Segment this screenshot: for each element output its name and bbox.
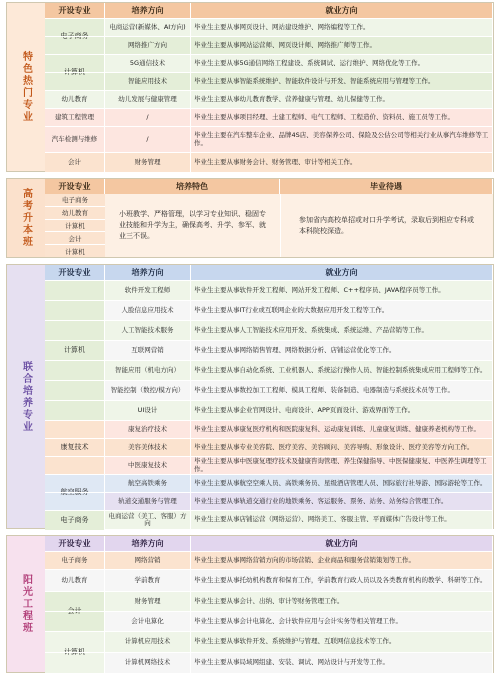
section-side-label: 阳光工程班 — [7, 536, 45, 672]
col-header-major: 开设专业 — [45, 536, 105, 551]
list-item: 计算机 — [45, 220, 105, 233]
direction-cell: 幼儿发展与健康管理 — [105, 91, 191, 108]
table-row — [45, 631, 493, 652]
job-cell: 毕业生主要从事航空空乘人员、高铁乘务员、星级酒店管理人员、国际旅行社导游、国际游轮等工作。 — [191, 475, 493, 492]
major-cell: 电子商务 — [45, 552, 105, 569]
direction-cell: 美容美体技术 — [105, 439, 191, 456]
section-sunshine-project — [6, 535, 494, 673]
job-cell: 毕业生主要从事财务会计、财务管理、审计等相关工作。 — [191, 153, 493, 172]
job-cell: 毕业生主要从事康复医疗机构和医院康复科、运动康复训练、儿童康复训练、健康养老机构等工作。 — [191, 421, 493, 438]
table-row — [45, 152, 493, 172]
job-cell: 毕业生主要从事会计电算化、会计软件应用与会计实务等相关管理工作。 — [191, 612, 493, 631]
job-cell: 毕业生主要从事网络销售管理、网络数据分析、店铺运营优化等工作。 — [191, 341, 493, 360]
direction-cell: / — [105, 127, 191, 152]
job-cell: 毕业生主要从事人工智能技术应用开发、系统集成、系统运维、产品营销等工作。 — [191, 321, 493, 340]
major-cell: 电子商务 — [45, 18, 105, 54]
major-cell: 幼儿教育 — [45, 91, 105, 108]
job-cell: 毕业生主要从事软件开发、系统维护与管理、互联网信息技术等工作。 — [191, 632, 493, 652]
table-row — [45, 652, 493, 673]
section-side-label: 高考升本班 — [7, 179, 45, 257]
direction-cell: 康复治疗技术 — [105, 421, 191, 438]
table-row — [45, 492, 493, 510]
col-header-direction: 培养方向 — [105, 265, 191, 280]
job-cell: 毕业生主要从事智能系统维护、智能软件设计与开发、智能系统应用与管理等工作。 — [191, 73, 493, 90]
section-side-label: 特色热门专业 — [7, 3, 45, 171]
col-header-major: 开设专业 — [45, 3, 105, 18]
major-cell: 康复技术 — [45, 420, 105, 474]
direction-cell: 人脸信息应用技术 — [105, 301, 191, 320]
direction-cell: 网络推广方向 — [105, 37, 191, 54]
direction-cell: 人工智能技术服务 — [105, 321, 191, 340]
table-row — [45, 474, 493, 492]
col-header-major: 开设专业 — [45, 179, 105, 194]
table-row — [45, 90, 493, 108]
direction-cell: 计算机网络技术 — [105, 653, 191, 673]
major-cell: 建筑工程管理 — [45, 109, 105, 126]
major-cell: 电子商务 — [45, 510, 105, 530]
job-cell: 毕业生主要在汽车整车企业、品牌4S店、美容保养公司、保险及公估公司等相关行业从事汽车维修等工作。 — [191, 127, 493, 152]
major-cell: 会计 — [45, 153, 105, 172]
job-cell: 毕业生主要从事IT行业或互联网企业的大数据应用开发工程等工作。 — [191, 301, 493, 320]
direction-cell: UI设计 — [105, 401, 191, 420]
feature-text: 小班教学、严格管理，以学习专业知识、稳固专业技能和升学为主，确保高考、升学、参军、就业三不误。 — [105, 194, 280, 257]
job-cell: 毕业生主要从事5G通信网络工程建设、系统调试、运行维护、网络优化等工作。 — [191, 55, 493, 72]
table-row — [45, 569, 493, 591]
direction-cell: 电商运营(新媒体、AI方向) — [105, 19, 191, 36]
col-header-jobs: 就业方向 — [191, 3, 493, 18]
major-cell: 会计 — [45, 591, 105, 631]
table-row — [45, 72, 493, 90]
table-row — [45, 300, 493, 320]
table-row — [45, 611, 493, 631]
col-header-treatment: 毕业待遇 — [280, 179, 493, 194]
table-row — [45, 438, 493, 456]
direction-cell: / — [105, 109, 191, 126]
job-cell: 毕业生主要从事托幼机构教育和保育工作，学前教育行政人员以及各类教育机构的教学、科研等工作。 — [191, 570, 493, 591]
job-cell: 毕业生主要从事会计、出纳、审计等财务管理工作。 — [191, 592, 493, 611]
job-cell: 毕业生主要从事中医康复理疗技术及健康咨询管理、养生保健指导、中医保健康复、中医养生调理等工作。 — [191, 457, 493, 474]
direction-cell: 轨道交通服务与管理 — [105, 493, 191, 510]
table-row — [45, 340, 493, 360]
direction-cell: 智能控制（数控/模方向） — [105, 381, 191, 400]
direction-cell: 软件开发工程师 — [105, 281, 191, 300]
list-item: 电子商务 — [45, 194, 105, 207]
direction-cell: 会计电算化 — [105, 612, 191, 631]
table-row — [45, 510, 493, 529]
job-cell: 毕业生主要从事专业美容院、医疗美容、美容顾问、美容导购、形象设计、医疗美容等方向工作。 — [191, 439, 493, 456]
direction-cell: 网络营销 — [105, 552, 191, 569]
major-cell: 计算机 — [45, 54, 105, 90]
job-cell: 毕业生主要从事网络营销方向的市场营销、企业商品和服务营销策划等工作。 — [191, 552, 493, 569]
major-cell: 幼儿教育 — [45, 570, 105, 591]
job-cell: 毕业生主要从事企业官网设计、电商设计、APP页面设计、游戏界面等工作。 — [191, 401, 493, 420]
table-row — [45, 456, 493, 474]
col-header-direction: 培养方向 — [105, 3, 191, 18]
table-row — [45, 126, 493, 152]
col-header-feature: 培养特色 — [105, 179, 280, 194]
job-cell: 毕业生主要从事项目经理、土建工程师、电气工程师、工程造价、资料员、施工员等工作。 — [191, 109, 493, 126]
direction-cell: 5G通信技术 — [105, 55, 191, 72]
table-row — [45, 380, 493, 400]
direction-cell: 学前教育 — [105, 570, 191, 591]
treatment-text: 参加省内高校单招或对口升学考试，录取后到相应专科或本科院校深造。 — [280, 194, 493, 257]
table-row — [45, 360, 493, 380]
major-cell: 航空服务 — [45, 474, 105, 510]
job-cell: 毕业生主要从事店铺运营（网络运营）、网络美工、客服主管、平面媒体广告设计等工作。 — [191, 511, 493, 529]
major-list — [45, 194, 105, 257]
job-cell: 毕业生主要从事幼儿教育教学、营养健康与管理、幼儿保健等工作。 — [191, 91, 493, 108]
job-cell: 毕业生主要从事软件开发工程师、网站开发工程师、C++程序员、JAVA程序员等工作。 — [191, 281, 493, 300]
table-row — [45, 551, 493, 569]
direction-cell: 财务管理 — [105, 592, 191, 611]
major-cell: 计算机 — [45, 280, 105, 420]
major-cell: 汽车检测与维修 — [45, 127, 105, 152]
direction-cell: 财务管理 — [105, 153, 191, 172]
list-item: 会计 — [45, 232, 105, 245]
col-header-jobs: 就业方向 — [191, 536, 493, 551]
table-row — [45, 18, 493, 36]
direction-cell: 智能应用技术 — [105, 73, 191, 90]
col-header-major: 开设专业 — [45, 265, 105, 280]
col-header-jobs: 就业方向 — [191, 265, 493, 280]
job-cell: 毕业生主要从事网页设计、网站建设维护、网络编程等工作。 — [191, 19, 493, 36]
list-item: 幼儿教育 — [45, 207, 105, 220]
table-row — [45, 36, 493, 54]
direction-cell: 航空高铁乘务 — [105, 475, 191, 492]
job-cell: 毕业生主要从事网站运营师、网页设计师、网络推广师等工作。 — [191, 37, 493, 54]
job-cell: 毕业生主要从事局域网组建、安装、调试、网站设计与开发等工作。 — [191, 653, 493, 673]
table-row — [45, 54, 493, 72]
job-cell: 毕业生主要从事自动化系统、工业机器人、系统运行操作人员、智能控制系统集成应用工程师等工作。 — [191, 361, 493, 380]
table-row — [45, 420, 493, 438]
direction-cell: 互联网营销 — [105, 341, 191, 360]
table-row — [45, 591, 493, 611]
table-row — [45, 280, 493, 300]
table-row — [45, 320, 493, 340]
direction-cell: 电商运营（美工、客服）方向 — [105, 511, 191, 529]
section-joint-training — [6, 264, 494, 529]
section-hot-majors — [6, 2, 494, 172]
direction-cell: 计算机应用技术 — [105, 632, 191, 652]
direction-cell: 中医康复技术 — [105, 457, 191, 474]
table-row — [45, 108, 493, 126]
section-exam-class — [6, 178, 494, 258]
col-header-direction: 培养方向 — [105, 536, 191, 551]
job-cell: 毕业生主要从事数控加工工程师、模具工程师、装备制造、电器制造与系统技术员等工作。 — [191, 381, 493, 400]
list-item: 计算机 — [65, 247, 85, 256]
major-cell: 计算机 — [45, 631, 105, 673]
job-cell: 毕业生主要从事轨道交通行业的地铁乘务、客运服务、票务、站务、站务综合管理工作。 — [191, 493, 493, 510]
direction-cell: 智能应用（机电方向） — [105, 361, 191, 380]
section-side-label: 联合培养专业 — [7, 265, 45, 528]
table-row — [45, 400, 493, 420]
